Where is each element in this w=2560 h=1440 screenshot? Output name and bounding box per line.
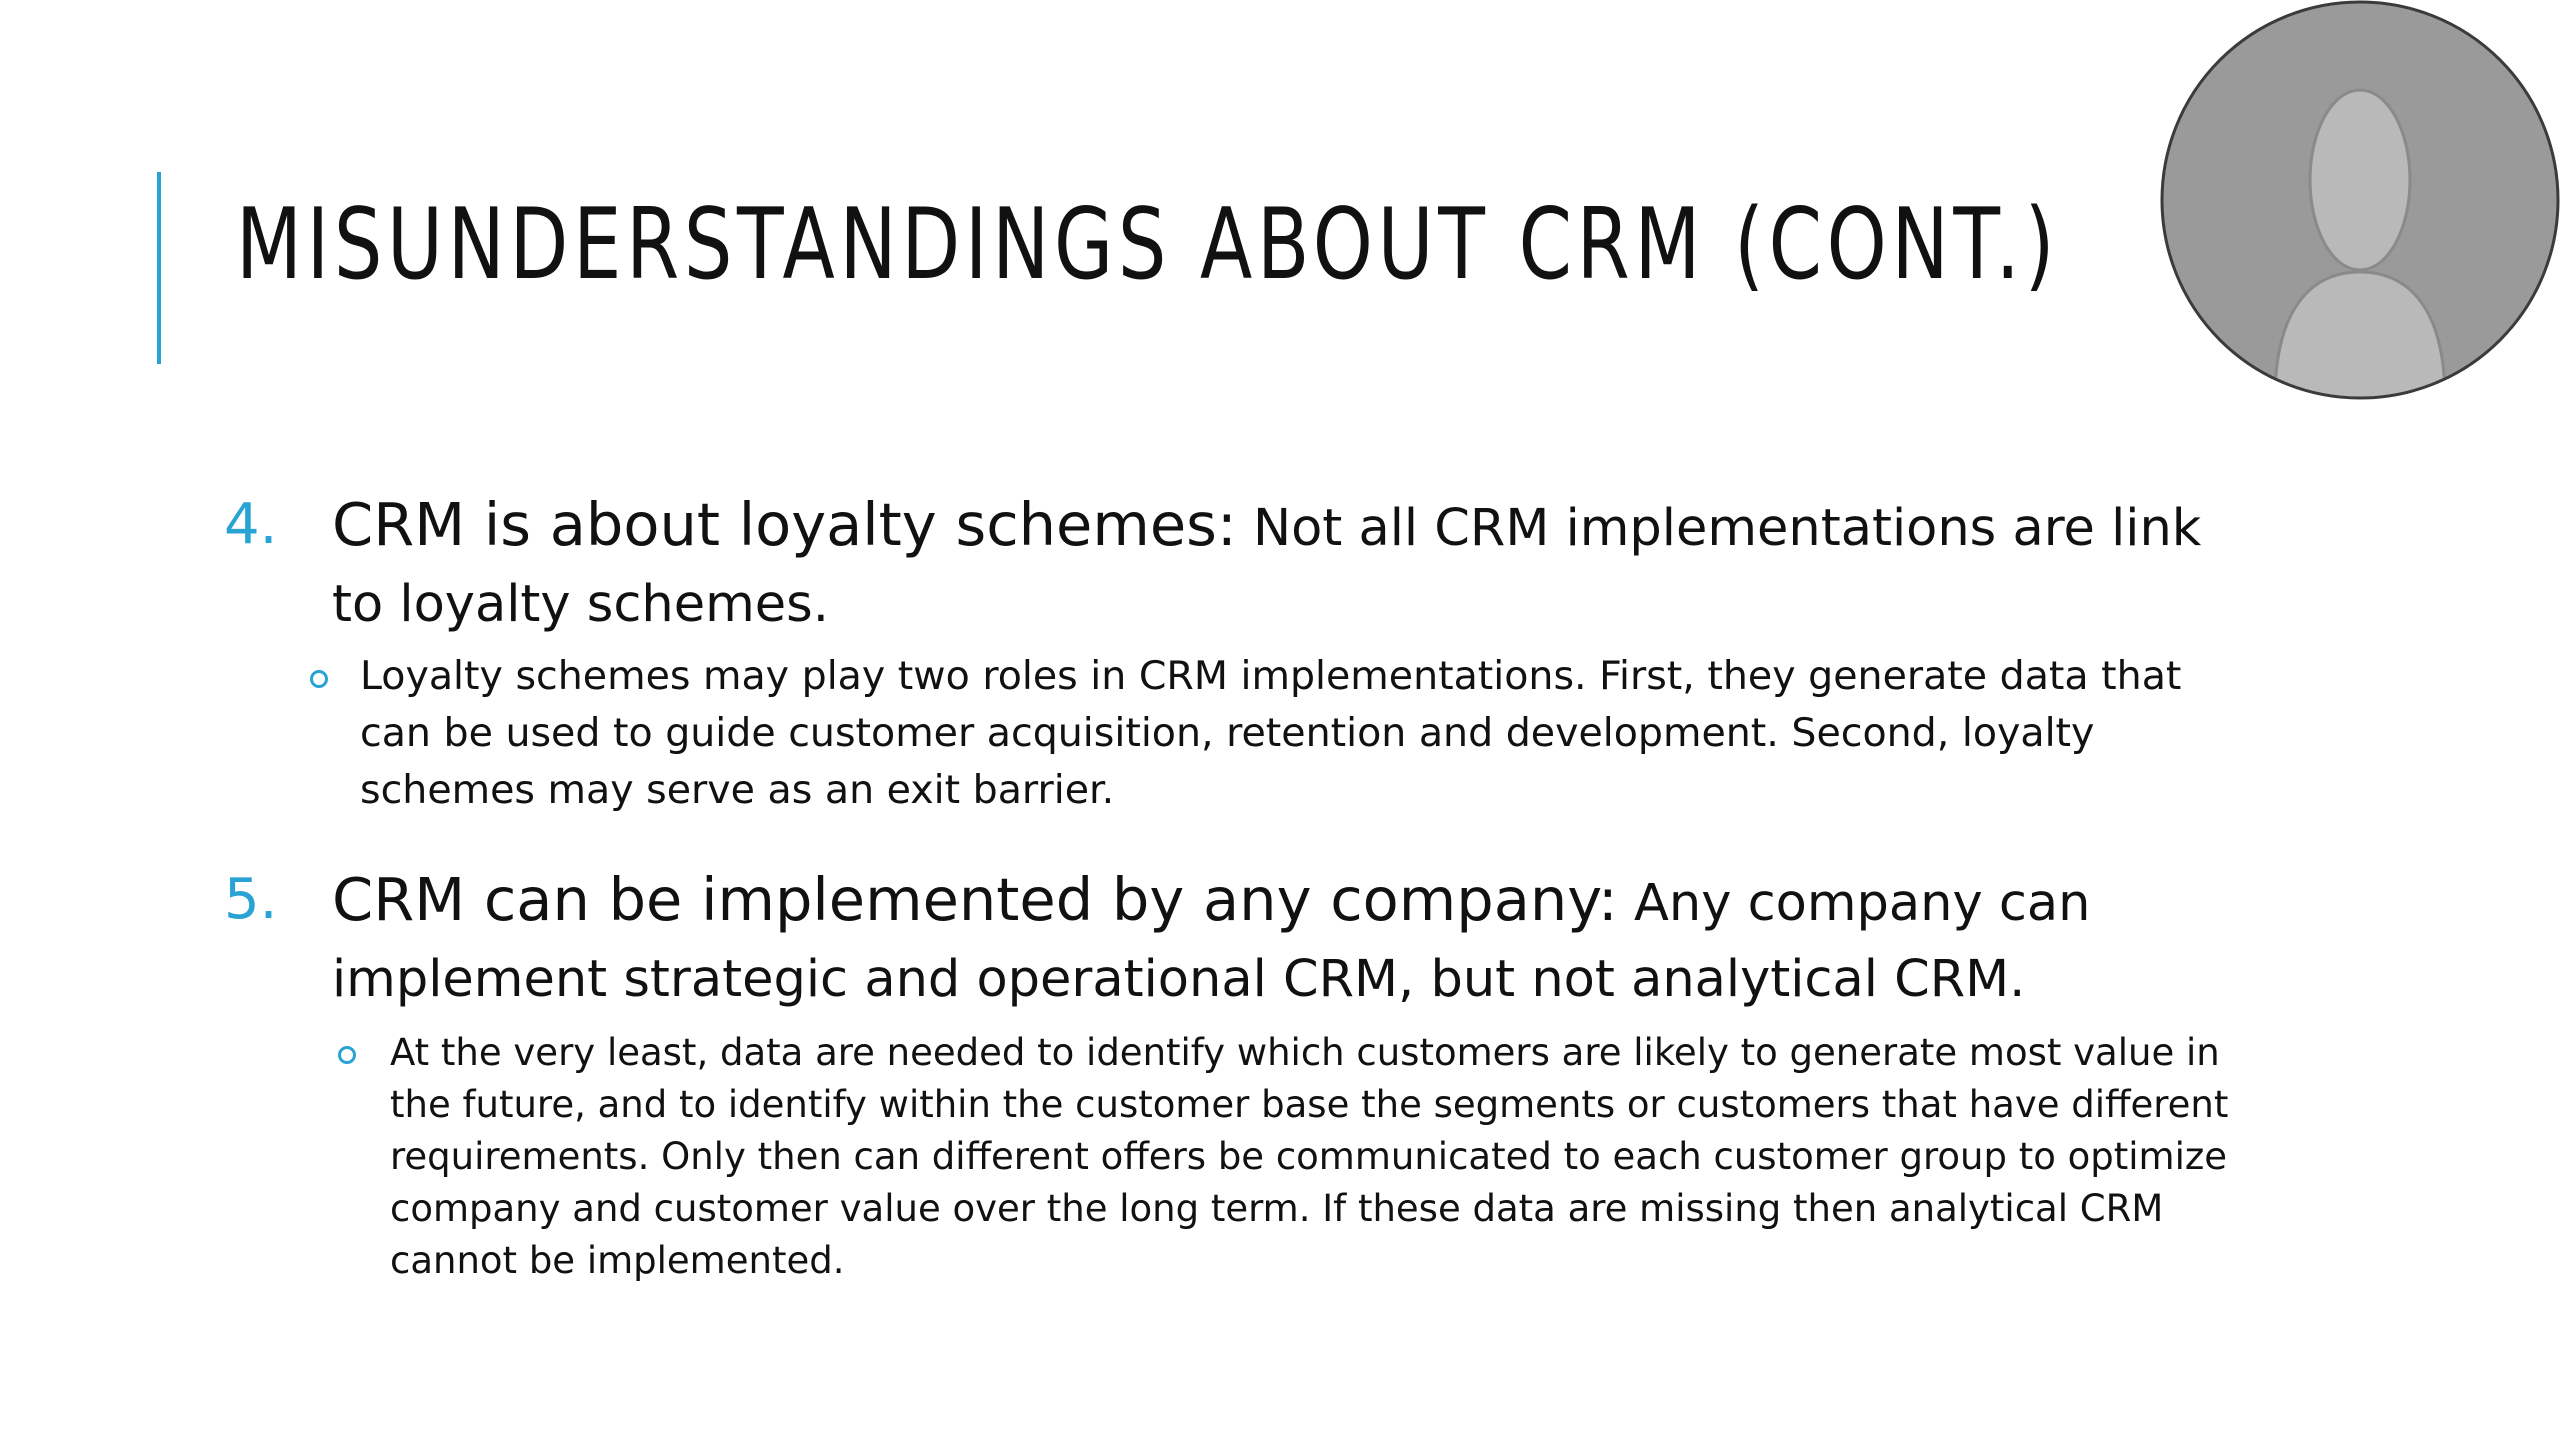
user-avatar-icon [2160,0,2560,400]
sub-bullet-text: At the very least, data are needed to identify which customers are likely to generate most value in the future, and to identify within the customer base the segments or customers that have different requirements. Only then can different offers be communicated to each customer group to optimize company and customer value over the long term. If these data are missing then analytical CRM cannot be implemented. [390,1031,2229,1282]
circle-bullet-icon [310,670,328,688]
list-item-4 [220,488,2260,819]
sub-bullet-text: Loyalty schemes may play two roles in CRM implementations. First, they generate data that can be used to guide customer acquisition, retention and development. Second, loyalty schemes may serve as an exit barrier. [360,653,2182,813]
sub-bullet-item [332,648,2260,819]
list-item-body: Any company can implement strategic and operational CRM, but not analytical CRM. [332,874,2091,1009]
title-accent-bar [157,172,161,364]
list-item-body: Not all CRM implementations are link to loyalty schemes. [332,499,2202,634]
list-number: 5. [224,867,278,932]
slide-content [220,488,2260,1287]
list-item-text [332,488,2260,642]
list-item-5 [220,863,2260,1287]
slide-title: MISUNDERSTANDINGS ABOUT CRM (CONT.) [236,188,2060,302]
list-item-heading: CRM is about loyalty schemes: [332,490,1237,559]
presenter-avatar [2160,0,2560,400]
list-item-heading: CRM can be implemented by any company: [332,865,1618,934]
circle-bullet-icon [338,1046,356,1064]
sub-bullet-item [332,1027,2260,1287]
list-item-text [332,863,2260,1017]
list-number: 4. [224,492,278,557]
